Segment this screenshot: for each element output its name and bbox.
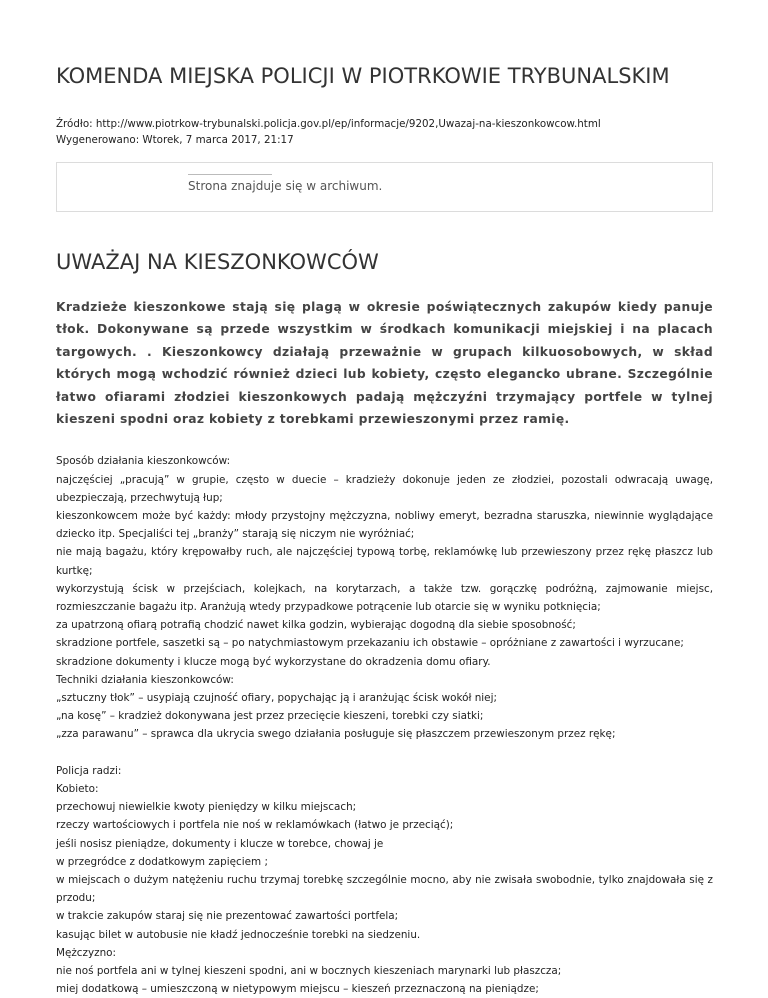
paragraph: wykorzystują ścisk w przejściach, kolejkach, na korytarzach, a także tzw. gorączkę podróżną, zajmowanie miejsc, rozmieszczanie bagażu itp. Aranżują wtedy przypadkowe potrącenie lub otarcie się w wyniku potknięcia; [56,582,713,614]
article-title: UWAŻAJ NA KIESZONKOWCÓW [56,250,379,274]
paragraph: w miejscach o dużym natężeniu ruchu trzymaj torebkę szczególnie mocno, aby nie zwisała swobodnie, tylko znajdowała się z przodu; [56,873,713,905]
paragraph: za upatrzoną ofiarą potrafią chodzić nawet kilka godzin, wybierając dogodną dla siebie sposobność; [56,619,576,632]
archive-notice: Strona znajduje się w archiwum. [188,179,383,193]
paragraph: kieszonkowcem może być każdy: młody przystojny mężczyzna, nobliwy emeryt, bezradna staruszka, niewinnie wyglądające dziecko itp. Specjaliści tej „branży” starają się niczym nie wyróżniać; [56,510,713,541]
paragraph: rzeczy wartościowych i portfela nie noś w reklamówkach (łatwo je przeciąć); [56,819,454,832]
paragraph: przechowuj niewielkie kwoty pieniędzy w kilku miejscach; [56,801,357,814]
article-lead: Kradzieże kieszonkowe stają się plagą w okresie poświątecznych zakupów kiedy panuje tłok. Dokonywane są przede wszystkim w środkach komunikacji miejskiej i na placach targowych. . Kieszonkowcy działają przeważnie w grupach kilkuosobowych, w skład których mogą wchodzić również dzieci lub kobiety, często elegancko ubrane. Szczególnie łatwo ofiarami złodziei kieszonkowych padają mężczyźni trzymający portfele w tylnej kieszeni spodni oraz kobiety z torebkami przewieszonymi przez ramię. [56,300,713,427]
site-title: KOMENDA MIEJSKA POLICJI W PIOTRKOWIE TRYBUNALSKIM [56,64,670,88]
paragraph: jeśli nosisz pieniądze, dokumenty i klucze w torebce, chowaj je [56,837,384,850]
paragraph: skradzione portfele, saszetki są – po natychmiastowym przekazaniu ich obstawie – opróżniane z zawartości i wyrzucane; [56,637,684,650]
paragraph: miej dodatkową – umieszczoną w nietypowym miejscu – kieszeń przeznaczoną na pieniądze; [56,983,539,996]
generated-line: Wygenerowano: Wtorek, 7 marca 2017, 21:17 [56,134,294,146]
paragraph: nie noś portfela ani w tylnej kieszeni spodni, ani w bocznych kieszeniach marynarki lub płaszcza; [56,964,562,977]
paragraph: kasując bilet w autobusie nie kładź jednocześnie torebki na siedzeniu. [56,928,421,941]
paragraph: Policja radzi: [56,764,122,777]
paragraph: w przegródce z dodatkowym zapięciem ; [56,855,268,868]
archive-notice-box [56,162,713,212]
paragraph: skradzione dokumenty i klucze mogą być wykorzystane do okradzenia domu ofiary. [56,655,491,668]
paragraph-gap [56,744,713,762]
paragraph: „na kosę” – kradzież dokonywana jest przez przecięcie kieszeni, torebki czy siatki; [56,710,484,723]
paragraph: w trakcie zakupów staraj się nie prezentować zawartości portfela; [56,910,399,923]
archive-divider [188,174,272,175]
paragraph: najczęściej „pracują” w grupie, często w duecie – kradzieży dokonuje jeden ze złodziei, pozostali odwracają uwagę, ubezpieczają, przechwytują łup; [56,473,713,504]
paragraph: „sztuczny tłok” – usypiają czujność ofiary, popychając ją i aranżując ścisk wokół niej; [56,692,497,705]
paragraph: Sposób działania kieszonkowców: [56,455,231,468]
source-line: Źródło: http://www.piotrkow-trybunalski.policja.gov.pl/ep/informacje/9202,Uwazaj-na-kieszonkowcow.html [56,118,601,130]
paragraph: Kobieto: [56,782,99,795]
meta-info [56,116,713,148]
paragraph: „zza parawanu” – sprawca dla ukrycia swego działania posługuje się płaszczem przewieszonym przez rękę; [56,728,616,741]
paragraph: nie mają bagażu, który krępowałby ruch, ale najczęściej typową torbę, reklamówkę lub przewieszony przez rękę płaszcz lub kurtkę; [56,546,713,577]
paragraph: Mężczyzno: [56,946,117,959]
paragraph: Techniki działania kieszonkowców: [56,673,234,686]
article-body [56,452,713,998]
